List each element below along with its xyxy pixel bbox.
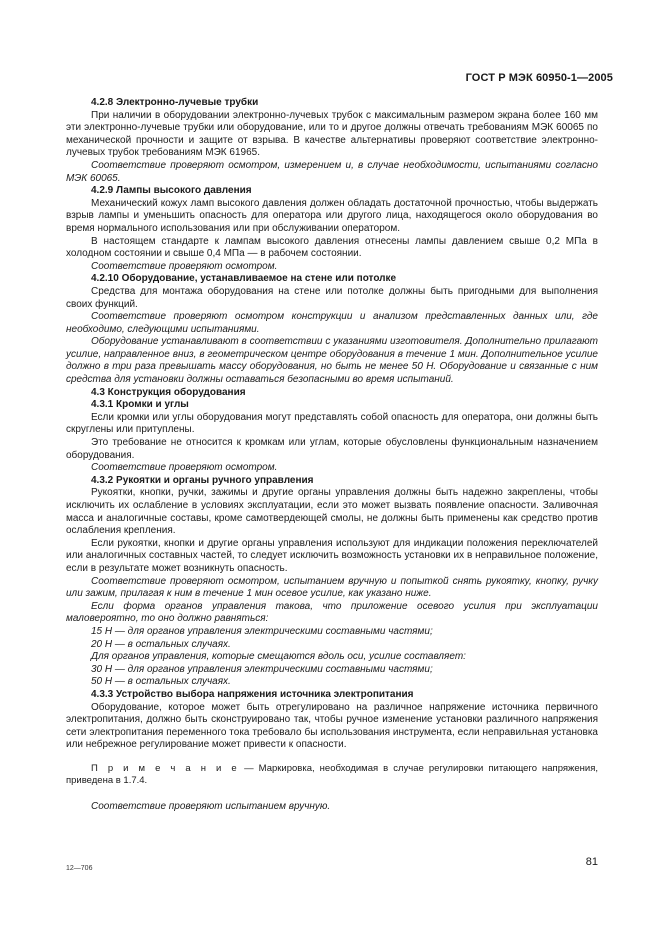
footer-code: 12—706 [66,865,93,872]
paragraph-list [66,97,598,752]
paragraph: Оборудование, которое может быть отрегулировано на различное напряжение источника первичного электропитания, должно быть сконструировано так, чтобы ручное изменение установки различного напряжения сети электропитания переменного тока требовало бы использования инструмента, если неправильная установка или небрежное регулирование может привести к опасности. [66,701,598,751]
paragraph: При наличии в оборудовании электронно-лучевых трубок с максимальным размером экрана более 160 мм эти электронно-лучевые трубки или оборудование, или то и другое должны отвечать требованиям МЭК 60065 по механической прочности и защите от взрыва. В качестве альтернативы проверяют соответствие электронно-лучевых трубок требованиям МЭК 61965. [66,109,598,159]
section-heading: 4.3.2 Рукоятки и органы ручного управления [91,474,314,486]
compliance-text: Если форма органов управления такова, что приложение осевого усилия при эксплуатации маловероятно, то оно должно равняться: [66,600,598,625]
compliance-text: 30 Н — для органов управления электрическими составными частями; [91,663,433,675]
section-heading: 4.3.3 Устройство выбора напряжения источника электропитания [91,688,414,700]
paragraph: Рукоятки, кнопки, ручки, зажимы и другие органы управления должны быть надежно закреплены, чтобы исключить их ослабление в условиях эксплуатации, если это может вызвать появление опасности. Заливочная масса и аналогичные составы, кроме самотвердеющей смолы, не должны быть применены как средство против ослабления крепления. [66,487,598,537]
section-heading: 4.2.9 Лампы высокого давления [91,185,252,197]
final-compliance: Соответствие проверяют испытанием вручную. [91,801,331,813]
section-heading: 4.2.8 Электронно-лучевые трубки [91,97,259,108]
paragraph: В настоящем стандарте к лампам высокого давления отнесены лампы давлением свыше 0,2 МПа в холодном состоянии и свыше 0,4 МПа — в рабочем состоянии. [66,235,598,260]
compliance-text: Соответствие проверяют осмотром, измерением и, в случае необходимости, испытаниями согласно МЭК 60065. [66,159,598,184]
paragraph: Средства для монтажа оборудования на стене или потолке должны быть пригодными для выполнения своих функций. [66,285,598,310]
paragraph: Механический кожух ламп высокого давления должен обладать достаточной прочностью, чтобы выдержать взрыв лампы и уменьшить опасность для оператора или другого лица, находящегося около оборудования во время нормального использования или при обслуживании оператором. [66,197,598,234]
paragraph: Если рукоятки, кнопки и другие органы управления используют для индикации положения переключателей или аналогичных составных частей, то следует исключить возможность установки их в неправильное положение, если в результате может возникнуть опасность. [66,537,598,574]
note [66,763,598,788]
paragraph: Это требование не относится к кромкам или углам, которые обусловлены функциональным назначением оборудования. [66,437,598,461]
note-label: П р и м е ч а н и е [91,762,240,774]
compliance-text: Оборудование устанавливают в соответствии с указаниями изготовителя. Дополнительно прилагают усилие, направленное вниз, в геометрическом центре оборудования в течение 1 мин. Дополнительное усилие должно в три раза превышать массу оборудования, но быть не менее 50 Н. Оборудование и связанные с ним средства для установки должны оставаться безопасными во время испытаний. [66,336,598,386]
section-heading: 4.3.1 Кромки и углы [91,399,189,411]
document-body [66,97,598,814]
section-heading: 4.3 Конструкция оборудования [91,386,246,398]
compliance-text: 15 Н — для органов управления электрическими составными частями; [91,625,433,637]
compliance-text: 50 Н — в остальных случаях. [91,676,231,688]
compliance-text: Соответствие проверяют осмотром. [91,260,278,272]
compliance-text: Соответствие проверяют осмотром конструкции и анализом представленных данных или, где необходимо, следующими испытаниями. [66,311,598,335]
document-id: ГОСТ Р МЭК 60950-1—2005 [465,72,613,84]
section-heading: 4.2.10 Оборудование, устанавливаемое на стене или потолке [91,273,397,285]
compliance-text: Для органов управления, которые смещаются вдоль оси, усилие составляет: [91,651,466,663]
compliance-text: 20 Н — в остальных случаях. [91,638,231,650]
compliance-text: Соответствие проверяют осмотром, испытанием вручную и попыткой снять рукоятку, кнопку, ручку или зажим, прилагая к ним в течение 1 мин осевое усилие, как указано ниже. [66,575,598,600]
paragraph: Если кромки или углы оборудования могут представлять собой опасность для оператора, они должны быть скруглены или притуплены. [66,411,598,436]
note-text: — Маркировка, необходимая в случае регулировки питающего напряжения, приведена в 1.7.4. [66,762,599,787]
page-number: 81 [585,856,598,868]
compliance-text: Соответствие проверяют осмотром. [91,462,278,474]
